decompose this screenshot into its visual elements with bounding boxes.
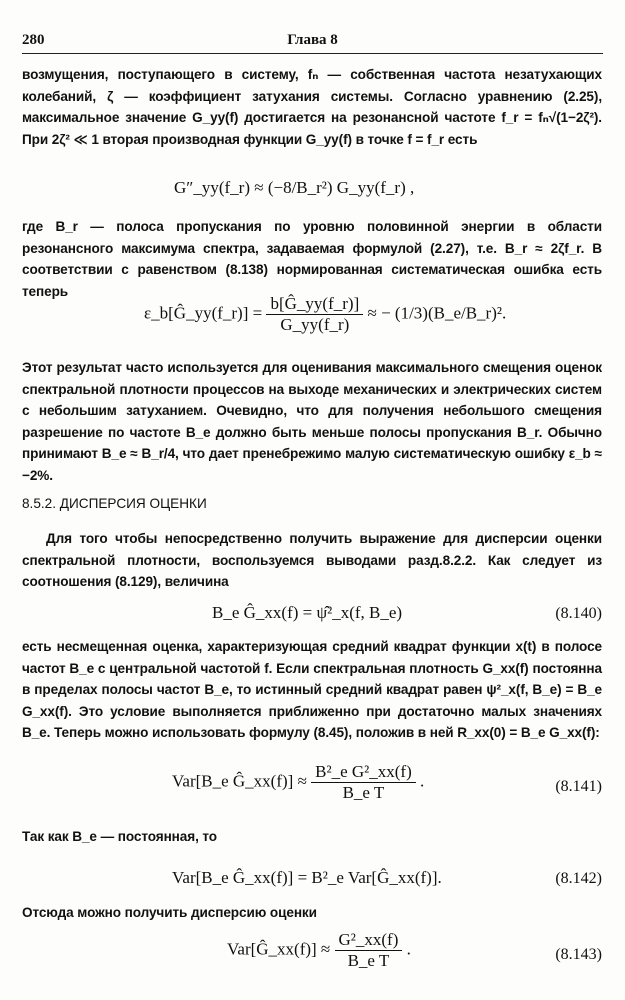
paragraph-7: Отсюда можно получить дисперсию оценки [22, 905, 317, 920]
equation-lhs: Var[Ĝ_xx(f)] ≈ [227, 939, 331, 959]
chapter-title: Глава 8 [287, 32, 338, 48]
paragraph-1: возмущения, поступающего в систему, fₙ — собственная частота незатухающих колебаний, ζ — коэффициент затухания системы. Согласно уравнению (2.25), максимальное значение G_yy(f) достигается на резонансной частоте f_r = fₙ√(1−2ζ²). При 2ζ² ≪ 1 вторая производная функции G_yy(f) в точке f = f_r есть [22, 67, 602, 147]
equation-number: (8.141) [555, 778, 602, 795]
equation-lhs: Var[B_e Ĝ_xx(f)] ≈ [172, 771, 307, 791]
equation-lhs: ε_b[Ĝ_yy(f_r)] = [144, 303, 263, 323]
section-heading: 8.5.2. ДИСПЕРСИЯ ОЦЕНКИ [22, 496, 207, 511]
fraction-denominator: B_e T [347, 951, 390, 970]
fraction-numerator: G²_xx(f) [335, 930, 403, 951]
paragraph-6: Так как B_e — постоянная, то [22, 829, 218, 844]
page-number: 280 [22, 32, 45, 48]
paragraph-3: Этот результат часто используется для оценивания максимального смещения оценок спектральной плотности процессов на выходе механических и электрических систем с небольшим затуханием. Очевидно, что для получения небольшого смещения разрешение по частоте B_e должно быть меньше полосы пропускания B_r. Обычно принимают B_e ≈ B_r/4, что дает пренебрежимо малую систематическую ошибку ε_b ≈ −2%. [22, 360, 602, 483]
equation-fraction [311, 762, 416, 803]
equation-8-142 [22, 860, 602, 900]
fraction-numerator: b[Ĝ_yy(f_r)] [266, 294, 363, 315]
equation-tail: . [406, 939, 411, 959]
equation-number: (8.143) [555, 946, 602, 963]
fraction-denominator: B_e T [342, 783, 385, 802]
equation-number: (8.140) [555, 605, 602, 622]
equation-fraction [335, 930, 403, 971]
equation-expression: Var[B_e Ĝ_xx(f)] = B²_e Var[Ĝ_xx(f)]. [172, 868, 442, 887]
equation-8-140 [22, 595, 602, 635]
equation-8-143 [22, 928, 602, 988]
running-header [22, 32, 603, 52]
paragraph-2: где B_r — полоса пропускания по уровню половинной энергии в области резонансного максимума спектра, задаваемая формулой (2.27), т.е. B_r ≈ 2ζf_r. В соответствии с равенством (8.138) нормированная систематическая ошибка есть теперь [22, 219, 602, 299]
equation-tail: . [420, 771, 425, 791]
paragraph-4: Для того чтобы непосредственно получить выражение для дисперсии оценки спектральной плотности, воспользуемся выводами разд.8.2.2. Как следует из соотношения (8.129), величина [22, 531, 602, 589]
fraction-denominator: G_yy(f_r) [280, 315, 350, 334]
paragraph-5: есть несмещенная оценка, характеризующая средний квадрат функции x(t) в полосе частот B_e с центральной частотой f. Если спектральная плотность G_xx(f) постоянна в пределах полосы частот B_e, то истинный средний квадрат равен ψ²_x(f, B_e) = B_e G_xx(f). Это условие выполняется приближенно при достаточно малых значениях B_e. Теперь можно использовать формулу (8.45), положив в ней R_xx(0) = B_e G_xx(f): [22, 639, 602, 740]
equation-resonance-derivative [22, 170, 602, 210]
equation-expression: G″_yy(f_r) ≈ (−8/B_r²) G_yy(f_r) , [174, 178, 415, 197]
equation-normalized-bias [22, 290, 602, 348]
equation-rhs: ≈ − (1/3)(B_e/B_r)². [367, 303, 507, 323]
equation-fraction [266, 294, 363, 335]
equation-number: (8.142) [555, 870, 602, 887]
fraction-numerator: B²_e G²_xx(f) [311, 762, 416, 783]
equation-expression: B_e Ĝ_xx(f) = ψ̂²_x(f, B_e) [212, 603, 403, 622]
equation-8-141 [22, 760, 602, 818]
header-rule [22, 53, 603, 54]
